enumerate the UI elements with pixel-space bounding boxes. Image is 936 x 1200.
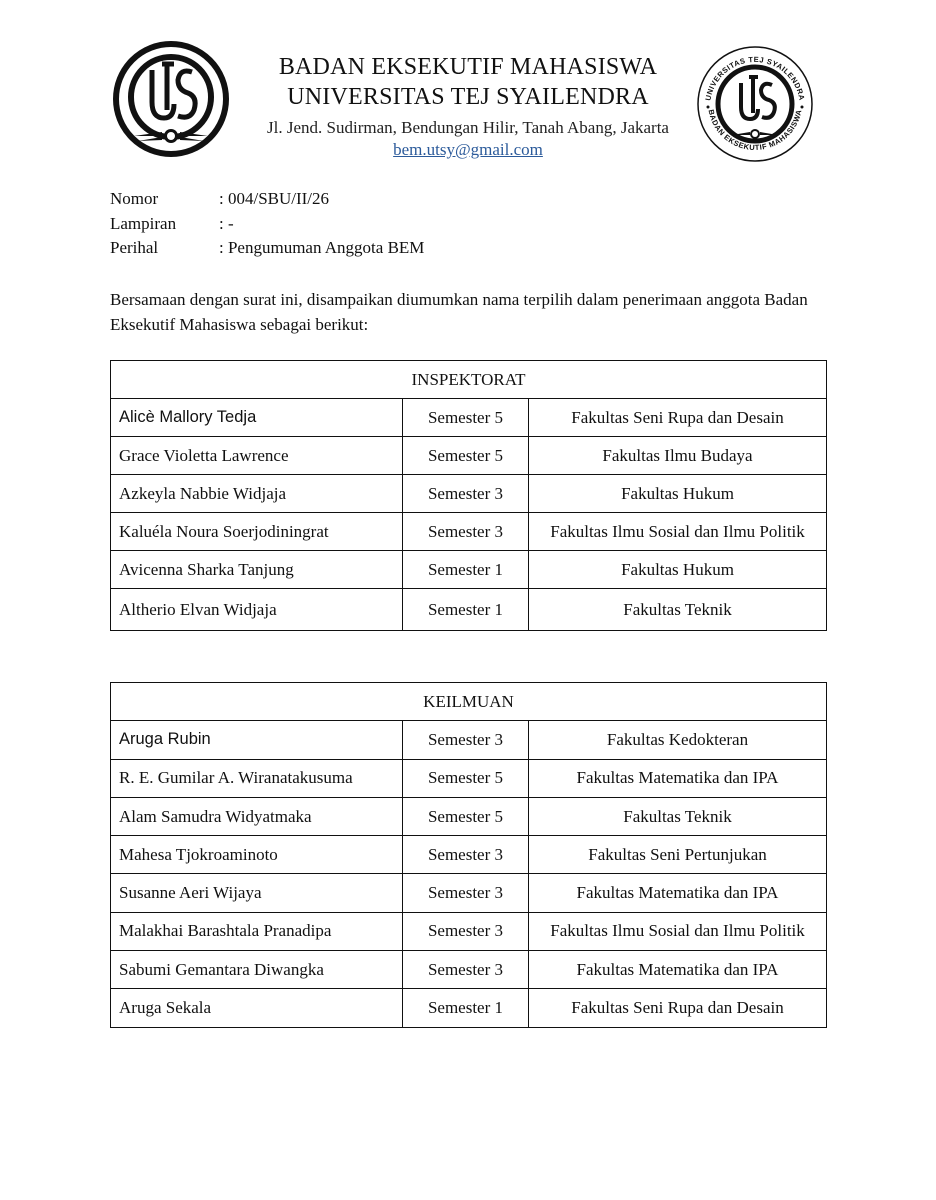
table-row bbox=[111, 836, 827, 874]
table-row bbox=[111, 874, 827, 912]
table-row bbox=[111, 912, 827, 950]
meta-perihal bbox=[110, 238, 424, 263]
lampiran-value: : - bbox=[219, 213, 234, 233]
table-row bbox=[111, 551, 827, 589]
member-name: Grace Violetta Lawrence bbox=[111, 437, 403, 475]
table-title: KEILMUAN bbox=[111, 683, 827, 721]
member-semester: Semester 3 bbox=[403, 513, 529, 551]
org-title-line2: UNIVERSITAS TEJ SYAILENDRA bbox=[287, 84, 649, 110]
member-semester: Semester 3 bbox=[403, 836, 529, 874]
member-name: Avicenna Sharka Tanjung bbox=[111, 551, 403, 589]
table-row bbox=[111, 437, 827, 475]
member-name: Mahesa Tjokroaminoto bbox=[111, 836, 403, 874]
uts-logo-left bbox=[112, 40, 230, 158]
member-faculty: Fakultas Kedokteran bbox=[529, 721, 827, 759]
table-title-row bbox=[111, 683, 827, 721]
member-faculty: Fakultas Hukum bbox=[529, 475, 827, 513]
letter-meta bbox=[110, 189, 424, 263]
nomor-value: : 004/SBU/II/26 bbox=[219, 189, 330, 208]
member-faculty: Fakultas Hukum bbox=[529, 551, 827, 589]
table-row bbox=[111, 721, 827, 759]
table-title-row bbox=[111, 361, 827, 399]
member-semester: Semester 5 bbox=[403, 797, 529, 835]
table-row bbox=[111, 951, 827, 989]
table-row bbox=[111, 589, 827, 631]
perihal-label: Perihal bbox=[110, 238, 159, 257]
svg-text:BADAN EKSEKUTIF MAHASISWA: BADAN EKSEKUTIF MAHASISWA bbox=[706, 108, 804, 153]
intro-paragraph: Bersamaan dengan surat ini, disampaikan diumumkan nama terpilih dalam penerimaan anggota Badan Eksekutif Mahasiswa sebagai berikut: bbox=[110, 290, 808, 334]
member-name: Malakhai Barashtala Pranadipa bbox=[111, 912, 403, 950]
member-faculty: Fakultas Ilmu Sosial dan Ilmu Politik bbox=[529, 912, 827, 950]
table-title: INSPEKTORAT bbox=[111, 361, 827, 399]
table-row bbox=[111, 513, 827, 551]
keilmuan-table bbox=[110, 682, 827, 1028]
member-name: Alam Samudra Widyatmaka bbox=[111, 797, 403, 835]
table-row bbox=[111, 989, 827, 1027]
meta-lampiran bbox=[110, 214, 424, 239]
member-name: Kaluéla Noura Soerjodiningrat bbox=[111, 513, 403, 551]
member-faculty: Fakultas Seni Rupa dan Desain bbox=[529, 399, 827, 437]
member-faculty: Fakultas Seni Pertunjukan bbox=[529, 836, 827, 874]
member-semester: Semester 3 bbox=[403, 874, 529, 912]
org-email-link[interactable]: bem.utsy@gmail.com bbox=[393, 140, 543, 159]
member-name: Azkeyla Nabbie Widjaja bbox=[111, 475, 403, 513]
letterhead bbox=[240, 52, 696, 161]
svg-text:UNIVERSITAS TEJ SYAILENDRA: UNIVERSITAS TEJ SYAILENDRA bbox=[703, 54, 807, 102]
member-name: Susanne Aeri Wijaya bbox=[111, 874, 403, 912]
perihal-value: : Pengumuman Anggota BEM bbox=[219, 238, 425, 257]
org-address: Jl. Jend. Sudirman, Bendungan Hilir, Tanah Abang, Jakarta bbox=[267, 118, 669, 137]
member-faculty: Fakultas Matematika dan IPA bbox=[529, 759, 827, 797]
member-semester: Semester 3 bbox=[403, 721, 529, 759]
bem-seal-right bbox=[696, 45, 814, 163]
member-faculty: Fakultas Matematika dan IPA bbox=[529, 874, 827, 912]
member-semester: Semester 1 bbox=[403, 589, 529, 631]
member-name: R. E. Gumilar A. Wiranatakusuma bbox=[111, 759, 403, 797]
member-faculty: Fakultas Matematika dan IPA bbox=[529, 951, 827, 989]
lampiran-label: Lampiran bbox=[110, 213, 177, 233]
org-title-line1: BADAN EKSEKUTIF MAHASISWA bbox=[278, 54, 658, 80]
member-semester: Semester 5 bbox=[403, 399, 529, 437]
member-semester: Semester 5 bbox=[403, 437, 529, 475]
member-faculty: Fakultas Seni Rupa dan Desain bbox=[529, 989, 827, 1027]
member-semester: Semester 3 bbox=[403, 475, 529, 513]
table-row bbox=[111, 797, 827, 835]
member-semester: Semester 1 bbox=[403, 989, 529, 1027]
member-faculty: Fakultas Ilmu Sosial dan Ilmu Politik bbox=[529, 513, 827, 551]
member-name: Sabumi Gemantara Diwangka bbox=[111, 951, 403, 989]
meta-nomor bbox=[110, 189, 424, 214]
member-faculty: Fakultas Ilmu Budaya bbox=[529, 437, 827, 475]
member-name: Altherio Elvan Widjaja bbox=[111, 589, 403, 631]
table-row bbox=[111, 475, 827, 513]
member-name: Aruga Rubin bbox=[111, 721, 403, 759]
member-name: Alicè Mallory Tedja bbox=[111, 399, 403, 437]
nomor-label: Nomor bbox=[110, 189, 159, 208]
table-row bbox=[111, 399, 827, 437]
member-semester: Semester 1 bbox=[403, 551, 529, 589]
inspektorat-table bbox=[110, 360, 827, 631]
table-row bbox=[111, 759, 827, 797]
member-semester: Semester 5 bbox=[403, 759, 529, 797]
member-semester: Semester 3 bbox=[403, 912, 529, 950]
member-semester: Semester 3 bbox=[403, 951, 529, 989]
member-faculty: Fakultas Teknik bbox=[529, 589, 827, 631]
member-faculty: Fakultas Teknik bbox=[529, 797, 827, 835]
member-name: Aruga Sekala bbox=[111, 989, 403, 1027]
